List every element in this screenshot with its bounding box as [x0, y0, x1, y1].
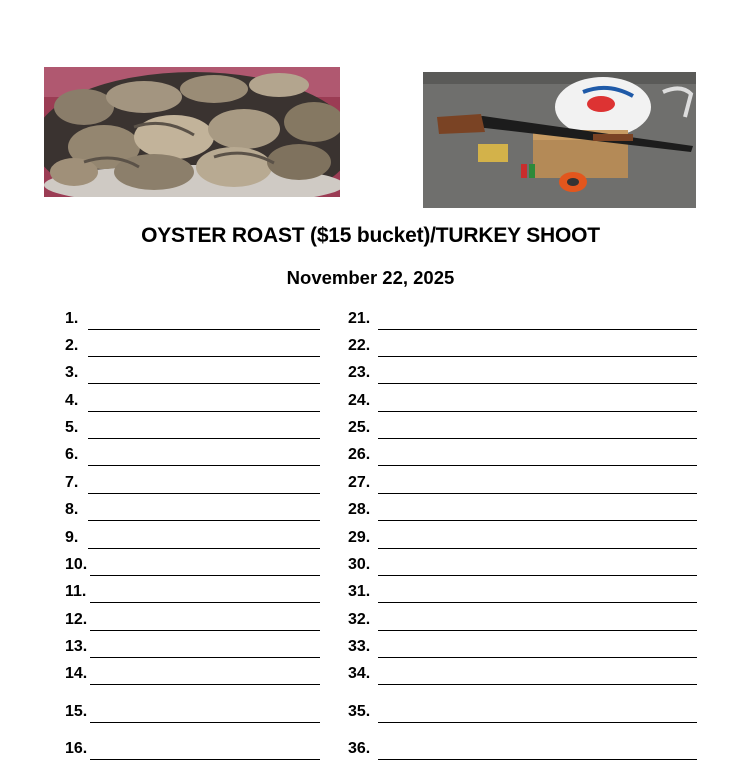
signup-row-number: 28.: [348, 501, 371, 518]
signup-row: [348, 527, 697, 549]
signup-row-number: 21.: [348, 310, 371, 327]
signup-row-number: 11.: [65, 583, 87, 600]
signup-name-line[interactable]: [378, 657, 697, 658]
signup-name-line[interactable]: [378, 329, 697, 330]
signup-name-line[interactable]: [378, 411, 697, 412]
signup-name-line[interactable]: [88, 329, 320, 330]
signup-row-number: 32.: [348, 611, 371, 628]
signup-row-number: 22.: [348, 337, 371, 354]
signup-name-line[interactable]: [378, 722, 697, 723]
signup-row: [348, 663, 697, 685]
signup-row: [65, 362, 320, 384]
signup-name-line[interactable]: [88, 465, 320, 466]
signup-row: [65, 472, 320, 494]
signup-name-line[interactable]: [88, 356, 320, 357]
signup-row: [348, 609, 697, 631]
signup-row-number: 23.: [348, 364, 371, 381]
event-date: November 22, 2025: [286, 267, 455, 288]
signup-row-number: 25.: [348, 419, 371, 436]
signup-row-number: 6.: [65, 446, 79, 463]
signup-row-number: 24.: [348, 392, 371, 409]
signup-name-line[interactable]: [378, 383, 697, 384]
signup-name-line[interactable]: [90, 684, 320, 685]
signup-name-line[interactable]: [90, 575, 320, 576]
signup-name-line[interactable]: [378, 465, 697, 466]
signup-name-line[interactable]: [90, 657, 320, 658]
signup-row: [348, 581, 697, 603]
signup-row: [65, 527, 320, 549]
signup-row-number: 9.: [65, 529, 79, 546]
signup-row: [65, 308, 320, 330]
signup-row-number: 31.: [348, 583, 371, 600]
signup-name-line[interactable]: [378, 548, 697, 549]
signup-row-number: 16.: [65, 740, 88, 757]
signup-row: [348, 554, 697, 576]
signup-row-number: 1.: [65, 310, 79, 327]
signup-name-line[interactable]: [378, 493, 697, 494]
signup-name-line[interactable]: [378, 520, 697, 521]
signup-row: [65, 417, 320, 439]
signup-row-number: 4.: [65, 392, 79, 409]
signup-row: [65, 701, 320, 723]
signup-row: [348, 701, 697, 723]
turkey-shoot-photo: [423, 72, 696, 208]
signup-row-number: 13.: [65, 638, 88, 655]
signup-row: [348, 472, 697, 494]
signup-row-number: 33.: [348, 638, 371, 655]
signup-row-number: 29.: [348, 529, 371, 546]
signup-name-line[interactable]: [90, 630, 320, 631]
signup-name-line[interactable]: [88, 438, 320, 439]
signup-name-line[interactable]: [378, 602, 697, 603]
signup-row-number: 35.: [348, 703, 371, 720]
signup-row-number: 10.: [65, 556, 88, 573]
signup-row: [348, 335, 697, 357]
signup-name-line[interactable]: [378, 684, 697, 685]
signup-row-number: 3.: [65, 364, 79, 381]
oyster-photo: [44, 67, 340, 197]
signup-row-number: 7.: [65, 474, 79, 491]
signup-row: [65, 335, 320, 357]
signup-name-line[interactable]: [88, 520, 320, 521]
signup-row: [348, 636, 697, 658]
signup-row-number: 5.: [65, 419, 79, 436]
signup-row: [65, 390, 320, 412]
signup-row: [65, 581, 320, 603]
signup-row: [348, 390, 697, 412]
signup-row-number: 26.: [348, 446, 371, 463]
signup-row-number: 34.: [348, 665, 371, 682]
signup-name-line[interactable]: [90, 722, 320, 723]
page-title: OYSTER ROAST ($15 bucket)/TURKEY SHOOT: [141, 224, 600, 247]
signup-row-number: 12.: [65, 611, 88, 628]
signup-row-number: 15.: [65, 703, 88, 720]
signup-row: [65, 609, 320, 631]
signup-row: [348, 308, 697, 330]
signup-row: [65, 444, 320, 466]
signup-row: [65, 499, 320, 521]
signup-row-number: 36.: [348, 740, 371, 757]
signup-name-line[interactable]: [378, 438, 697, 439]
signup-name-line[interactable]: [90, 602, 320, 603]
signup-row-number: 2.: [65, 337, 79, 354]
signup-row: [65, 636, 320, 658]
signup-row-number: 27.: [348, 474, 371, 491]
signup-row: [65, 663, 320, 685]
signup-row: [348, 444, 697, 466]
signup-row: [348, 499, 697, 521]
signup-name-line[interactable]: [88, 493, 320, 494]
signup-row-number: 30.: [348, 556, 371, 573]
signup-name-line[interactable]: [88, 383, 320, 384]
signup-name-line[interactable]: [378, 356, 697, 357]
signup-row: [348, 417, 697, 439]
signup-name-line[interactable]: [378, 575, 697, 576]
signup-row: [348, 362, 697, 384]
signup-row: [65, 554, 320, 576]
signup-name-line[interactable]: [88, 411, 320, 412]
signup-name-line[interactable]: [378, 630, 697, 631]
signup-row-number: 8.: [65, 501, 79, 518]
signup-row-number: 14.: [65, 665, 88, 682]
signup-name-line[interactable]: [88, 548, 320, 549]
